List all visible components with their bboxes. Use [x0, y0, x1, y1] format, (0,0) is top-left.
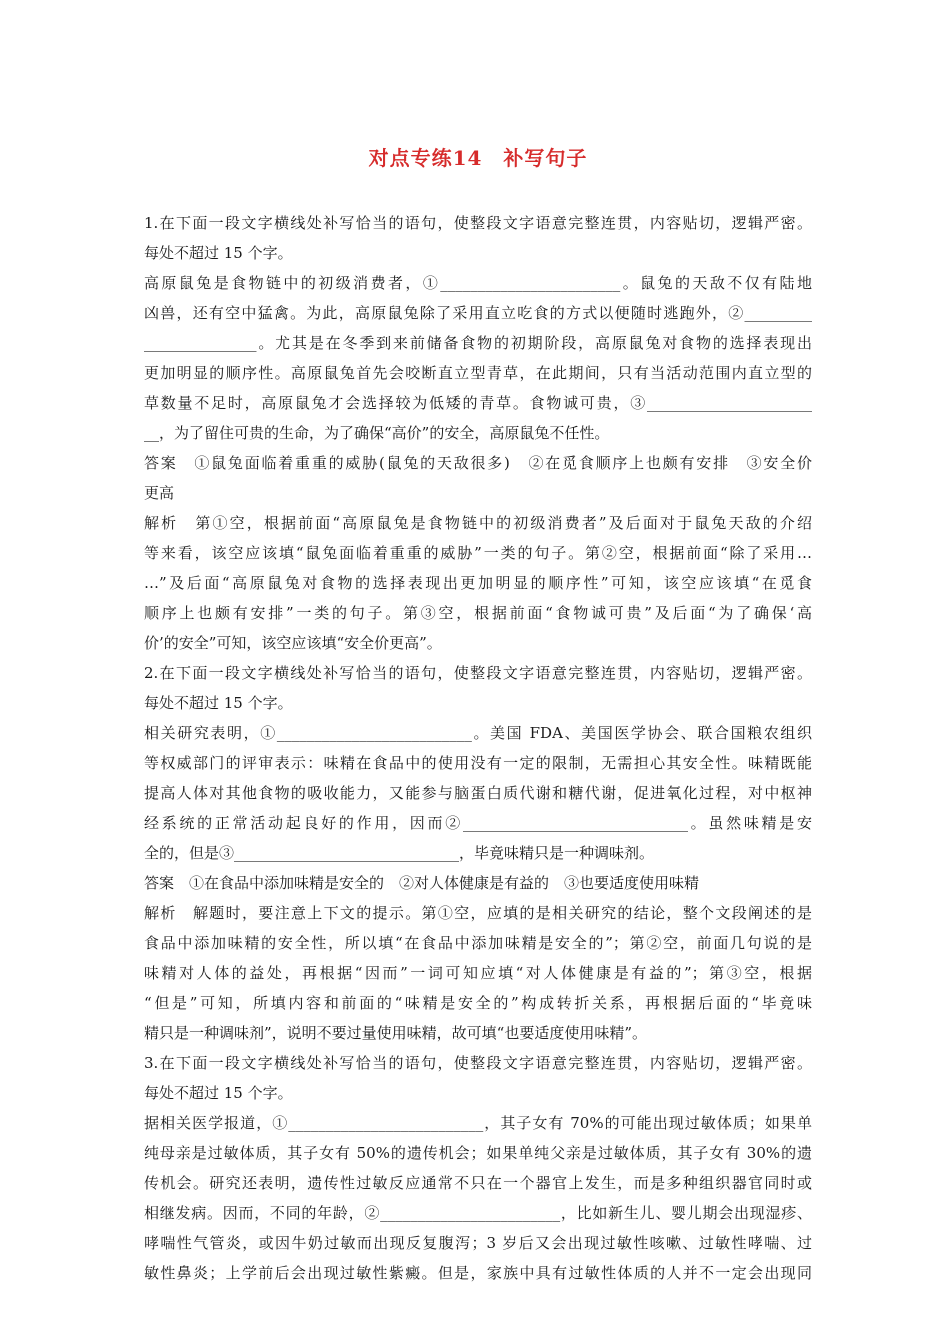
text-line: 答案 ①在食品中添加味精是安全的 ②对人体健康是有益的 ③也要适度使用味精	[144, 874, 700, 892]
text-line: 高原鼠兔是食物链中的初级消费者，①________________________。鼠兔的天敌不仅有陆地	[144, 274, 812, 292]
text-line: 解析 解题时，要注意上下文的提示。第①空，应填的是相关研究的结论，整个文段阐述的是	[144, 904, 812, 922]
text-line: 3.在下面一段文字横线处补写恰当的语句，使整段文字语意完整连贯，内容贴切，逻辑严密。	[144, 1054, 812, 1072]
text-line: 传机会。研究还表明，遗传性过敏反应通常不只在一个器官上发生，而是多种组织器官同时或	[144, 1174, 812, 1192]
text-line: 1.在下面一段文字横线处补写恰当的语句，使整段文字语意完整连贯，内容贴切，逻辑严密。	[144, 214, 812, 232]
text-line: 更高	[144, 484, 175, 502]
text-line: “但是”可知，所填内容和前面的“味精是安全的”构成转折关系，再根据后面的“毕竟味	[144, 994, 812, 1012]
text-line: 等权威部门的评审表示：味精在食品中的使用没有一定的限制，无需担心其安全性。味精既能	[144, 754, 812, 772]
text-line: _______________。尤其是在冬季到来前储备食物的初期阶段，高原鼠兔对食物的选择表现出	[144, 334, 812, 352]
text-line: __，为了留住可贵的生命，为了确保“高价”的安全，高原鼠兔不任性。	[144, 424, 610, 442]
text-line: 等来看，该空应该填“鼠兔面临着重重的威胁”一类的句子。第②空，根据前面“除了采用…	[144, 544, 812, 562]
text-line: 草数量不足时，高原鼠兔才会选择较为低矮的青草。食物诚可贵，③______________________	[144, 394, 812, 412]
text-line: 2.在下面一段文字横线处补写恰当的语句，使整段文字语意完整连贯，内容贴切，逻辑严密。	[144, 664, 812, 682]
text-line: 食品中添加味精的安全性，所以填“在食品中添加味精是安全的”；第②空，前面几句说的是	[144, 934, 812, 952]
text-line: 解析 第①空，根据前面“高原鼠兔是食物链中的初级消费者”及后面对于鼠兔天敌的介绍	[144, 514, 812, 532]
text-line: 全的，但是③______________________________，毕竟味精只是一种调味剂。	[144, 844, 655, 862]
text-line: 精只是一种调味剂”，说明不要过量使用味精，故可填“也要适度使用味精”。	[144, 1024, 648, 1042]
text-line: 每处不超过 15 个字。	[144, 1084, 293, 1102]
text-line: 相关研究表明，①__________________________。美国 FDA、美国医学协会、联合国粮农组织	[144, 724, 812, 742]
text-line: 每处不超过 15 个字。	[144, 244, 293, 262]
text-line: 哮喘性气管炎，或因牛奶过敏而出现反复腹泻；3 岁后又会出现过敏性咳嗽、过敏性哮喘、过	[144, 1234, 812, 1252]
text-line: 价’的安全”可知，该空应该填“安全价更高”。	[144, 634, 442, 652]
text-line: 凶兽，还有空中猛禽。为此，高原鼠兔除了采用直立吃食的方式以便随时逃跑外，②_________	[144, 304, 812, 322]
text-line: 味精对人体的益处，再根据“因而”一词可知应填“对人体健康是有益的”；第③空，根据	[144, 964, 812, 982]
text-line: …”及后面“高原鼠兔对食物的选择表现出更加明显的顺序性”可知，该空应该填“在觅食	[144, 574, 812, 592]
text-line: 经系统的正常活动起良好的作用，因而②______________________________。虽然味精是安	[144, 814, 812, 832]
text-line: 更加明显的顺序性。高原鼠兔首先会咬断直立型青草，在此期间，只有当活动范围内直立型的	[144, 364, 812, 382]
text-line: 据相关医学报道，①__________________________，其子女有 70%的可能出现过敏体质；如果单	[144, 1114, 812, 1132]
text-line: 顺序上也颇有安排”一类的句子。第③空，根据前面“食物诚可贵”及后面“为了确保‘高	[144, 604, 812, 622]
text-line: 每处不超过 15 个字。	[144, 694, 293, 712]
document-body	[144, 208, 812, 1288]
document-page	[144, 140, 812, 1288]
text-line: 纯母亲是过敏体质，其子女有 50%的遗传机会；如果单纯父亲是过敏体质，其子女有 30%的遗	[144, 1144, 812, 1162]
text-line: 相继发病。因而，不同的年龄，②________________________，比如新生儿、婴儿期会出现湿疹、	[144, 1204, 812, 1222]
text-line: 敏性鼻炎；上学前后会出现过敏性紫癜。但是，家族中具有过敏性体质的人并不一定会出现同	[144, 1264, 812, 1282]
text-line: 提高人体对其他食物的吸收能力，又能参与脑蛋白质代谢和糖代谢，促进氧化过程，对中枢神	[144, 784, 812, 802]
page-title: 对点专练14 补写句子	[368, 146, 588, 170]
text-line: 答案 ①鼠兔面临着重重的威胁(鼠兔的天敌很多) ②在觅食顺序上也颇有安排 ③安全价	[144, 454, 812, 472]
